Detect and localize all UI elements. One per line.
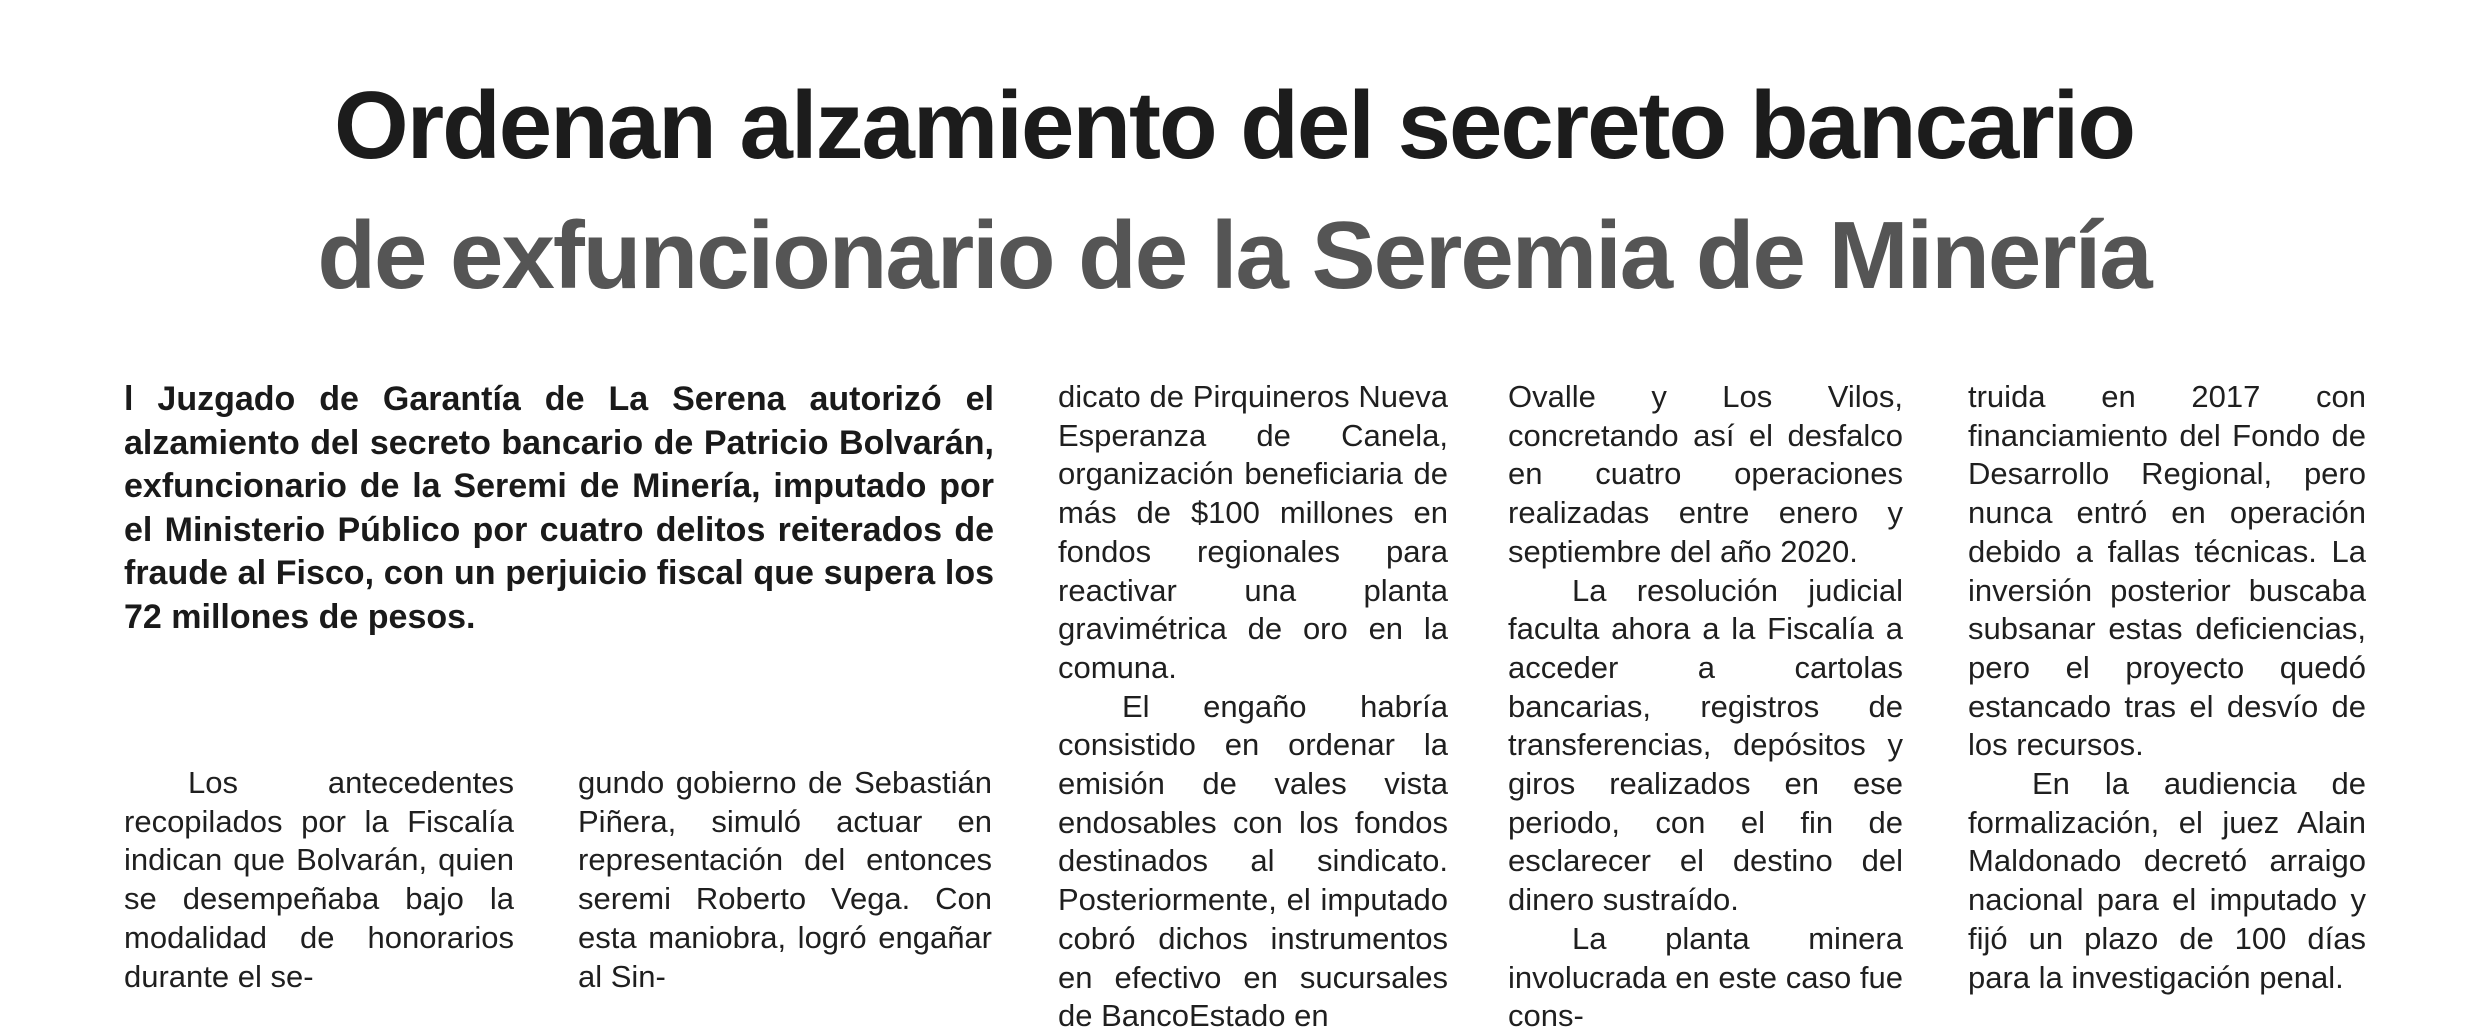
body-paragraph: La planta minera involucrada en este caso fue cons- (1508, 920, 1903, 1034)
column-1 (124, 764, 514, 996)
body-paragraph: Los antecedentes recopilados por la Fiscalía indican que Bolvarán, quien se desempeñaba bajo la modalidad de honorarios durante el se- (124, 765, 514, 994)
body-paragraph: gundo gobierno de Sebastián Piñera, simuló actuar en representación del entonces seremi Roberto Vega. Con esta maniobra, logró engañar al Sin- (578, 765, 992, 994)
headline-line-2: de exfuncionario de la Seremia de Minería (317, 202, 2151, 309)
body-paragraph: El engaño habría consistido en ordenar la emisión de vales vista endosables con los fondos destinados al sindicato. Posteriormente, el imputado cobró dichos instrumentos en efectivo en sucursales de BancoEstado en (1058, 688, 1448, 1034)
column-4 (1508, 378, 1903, 1036)
column-3 (1058, 378, 1448, 1036)
column-2 (578, 764, 992, 996)
body-paragraph: dicato de Pirquineros Nueva Esperanza de Canela, organización beneficiaria de más de $100 millones en fondos regionales para reactivar una planta gravimétrica de oro en la comuna. (1058, 379, 1448, 685)
body-paragraph: Ovalle y Los Vilos, concretando así el desfalco en cuatro operaciones realizadas entre enero y septiembre del año 2020. (1508, 379, 1903, 569)
body-paragraph: La resolución judicial faculta ahora a la Fiscalía a acceder a cartolas bancarias, registros de transferencias, depósitos y giros realizados en ese periodo, con el fin de esclarecer el destino del dinero sustraído. (1508, 572, 1903, 918)
column-5 (1968, 378, 2366, 997)
headline-line-1: Ordenan alzamiento del secreto bancario (334, 72, 2134, 179)
body-paragraph: truida en 2017 con financiamiento del Fondo de Desarrollo Regional, pero nunca entró en operación debido a fallas técnicas. La inversión posterior buscaba subsanar estas deficiencias, pero el proyecto quedó estancado tras el desvío de los recursos. (1968, 379, 2366, 763)
body-paragraph: En la audiencia de formalización, el juez Alain Maldonado decretó arraigo nacional para el imputado y fijó un plazo de 100 días para la investigación penal. (1968, 766, 2366, 995)
lead-paragraph: l Juzgado de Garantía de La Serena autorizó el alzamiento del secreto bancario de Patricio Bolvarán, exfuncionario de la Seremi de Minería, imputado por el Ministerio Público por cuatro delitos reiterados de fraude al Fisco, con un perjuicio fiscal que supera los 72 millones de pesos. (124, 380, 994, 636)
